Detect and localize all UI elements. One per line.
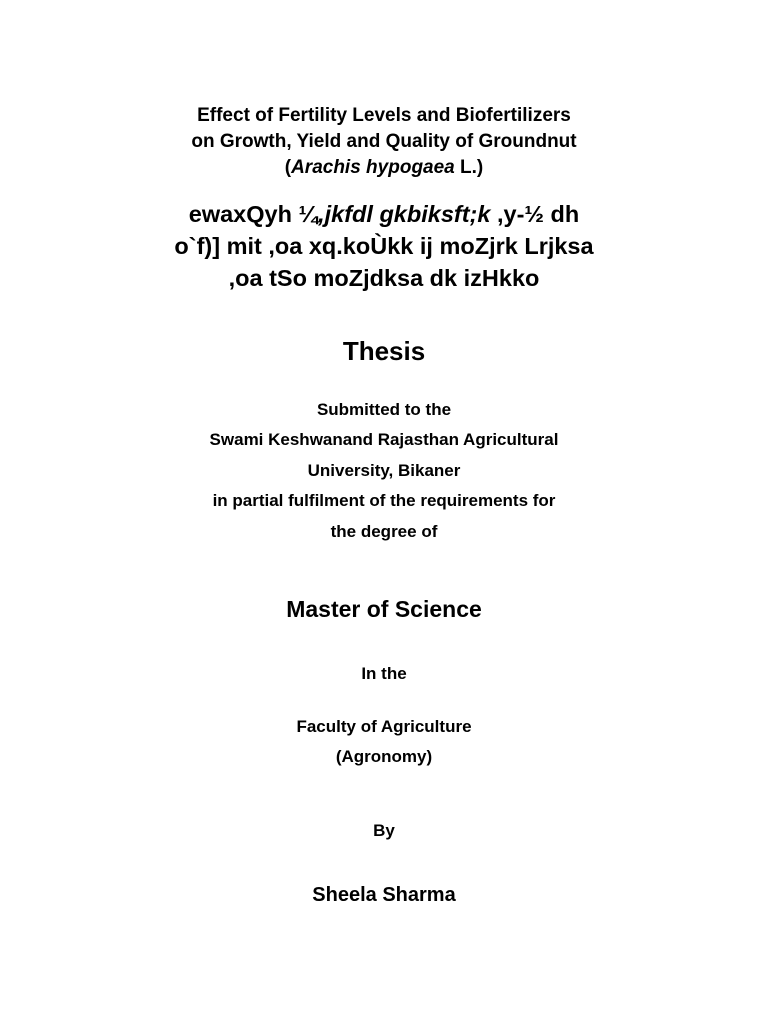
submission-line-5: the degree of: [330, 522, 438, 541]
submission-line-2: Swami Keshwanand Rajasthan Agricultural: [209, 430, 559, 449]
submission-line-4: in partial fulfilment of the requirements for: [212, 491, 556, 510]
faculty-line-2: (Agronomy): [335, 747, 433, 766]
scientific-name-author: L.): [454, 157, 484, 178]
hindi-title-line-2: o`f)] mit ,oa xq.koÙkk ij moZjrk Lrjksa: [174, 233, 594, 259]
english-title-line-2: on Growth, Yield and Quality of Groundnut: [191, 131, 577, 152]
hindi-title-line-1: [0, 201, 768, 228]
english-title-line-3: [0, 157, 768, 179]
scientific-name-open-paren: (: [284, 157, 292, 178]
english-title-line-1: Effect of Fertility Levels and Biofertilizers: [197, 105, 571, 126]
hindi-title-part-b: ,jkfdl gkbiksft;k: [318, 201, 491, 227]
faculty-line-1: Faculty of Agriculture: [296, 717, 472, 736]
submission-line-1: Submitted to the: [316, 400, 452, 419]
document-type-heading: Thesis: [342, 336, 426, 366]
hindi-title-part-a: ewaxQyh ¼: [188, 201, 319, 227]
scientific-name: Arachis hypogaea: [291, 157, 455, 178]
hindi-title-part-c: ,y-½ dh: [490, 201, 580, 227]
in-the-label: In the: [361, 664, 407, 683]
author-name: Sheela Sharma: [312, 884, 456, 906]
degree-name: Master of Science: [286, 596, 482, 622]
by-label: By: [373, 821, 395, 840]
submission-line-3: University, Bikaner: [307, 461, 461, 480]
hindi-title-line-3: ,oa tSo moZjdksa dk izHkko: [228, 265, 540, 291]
